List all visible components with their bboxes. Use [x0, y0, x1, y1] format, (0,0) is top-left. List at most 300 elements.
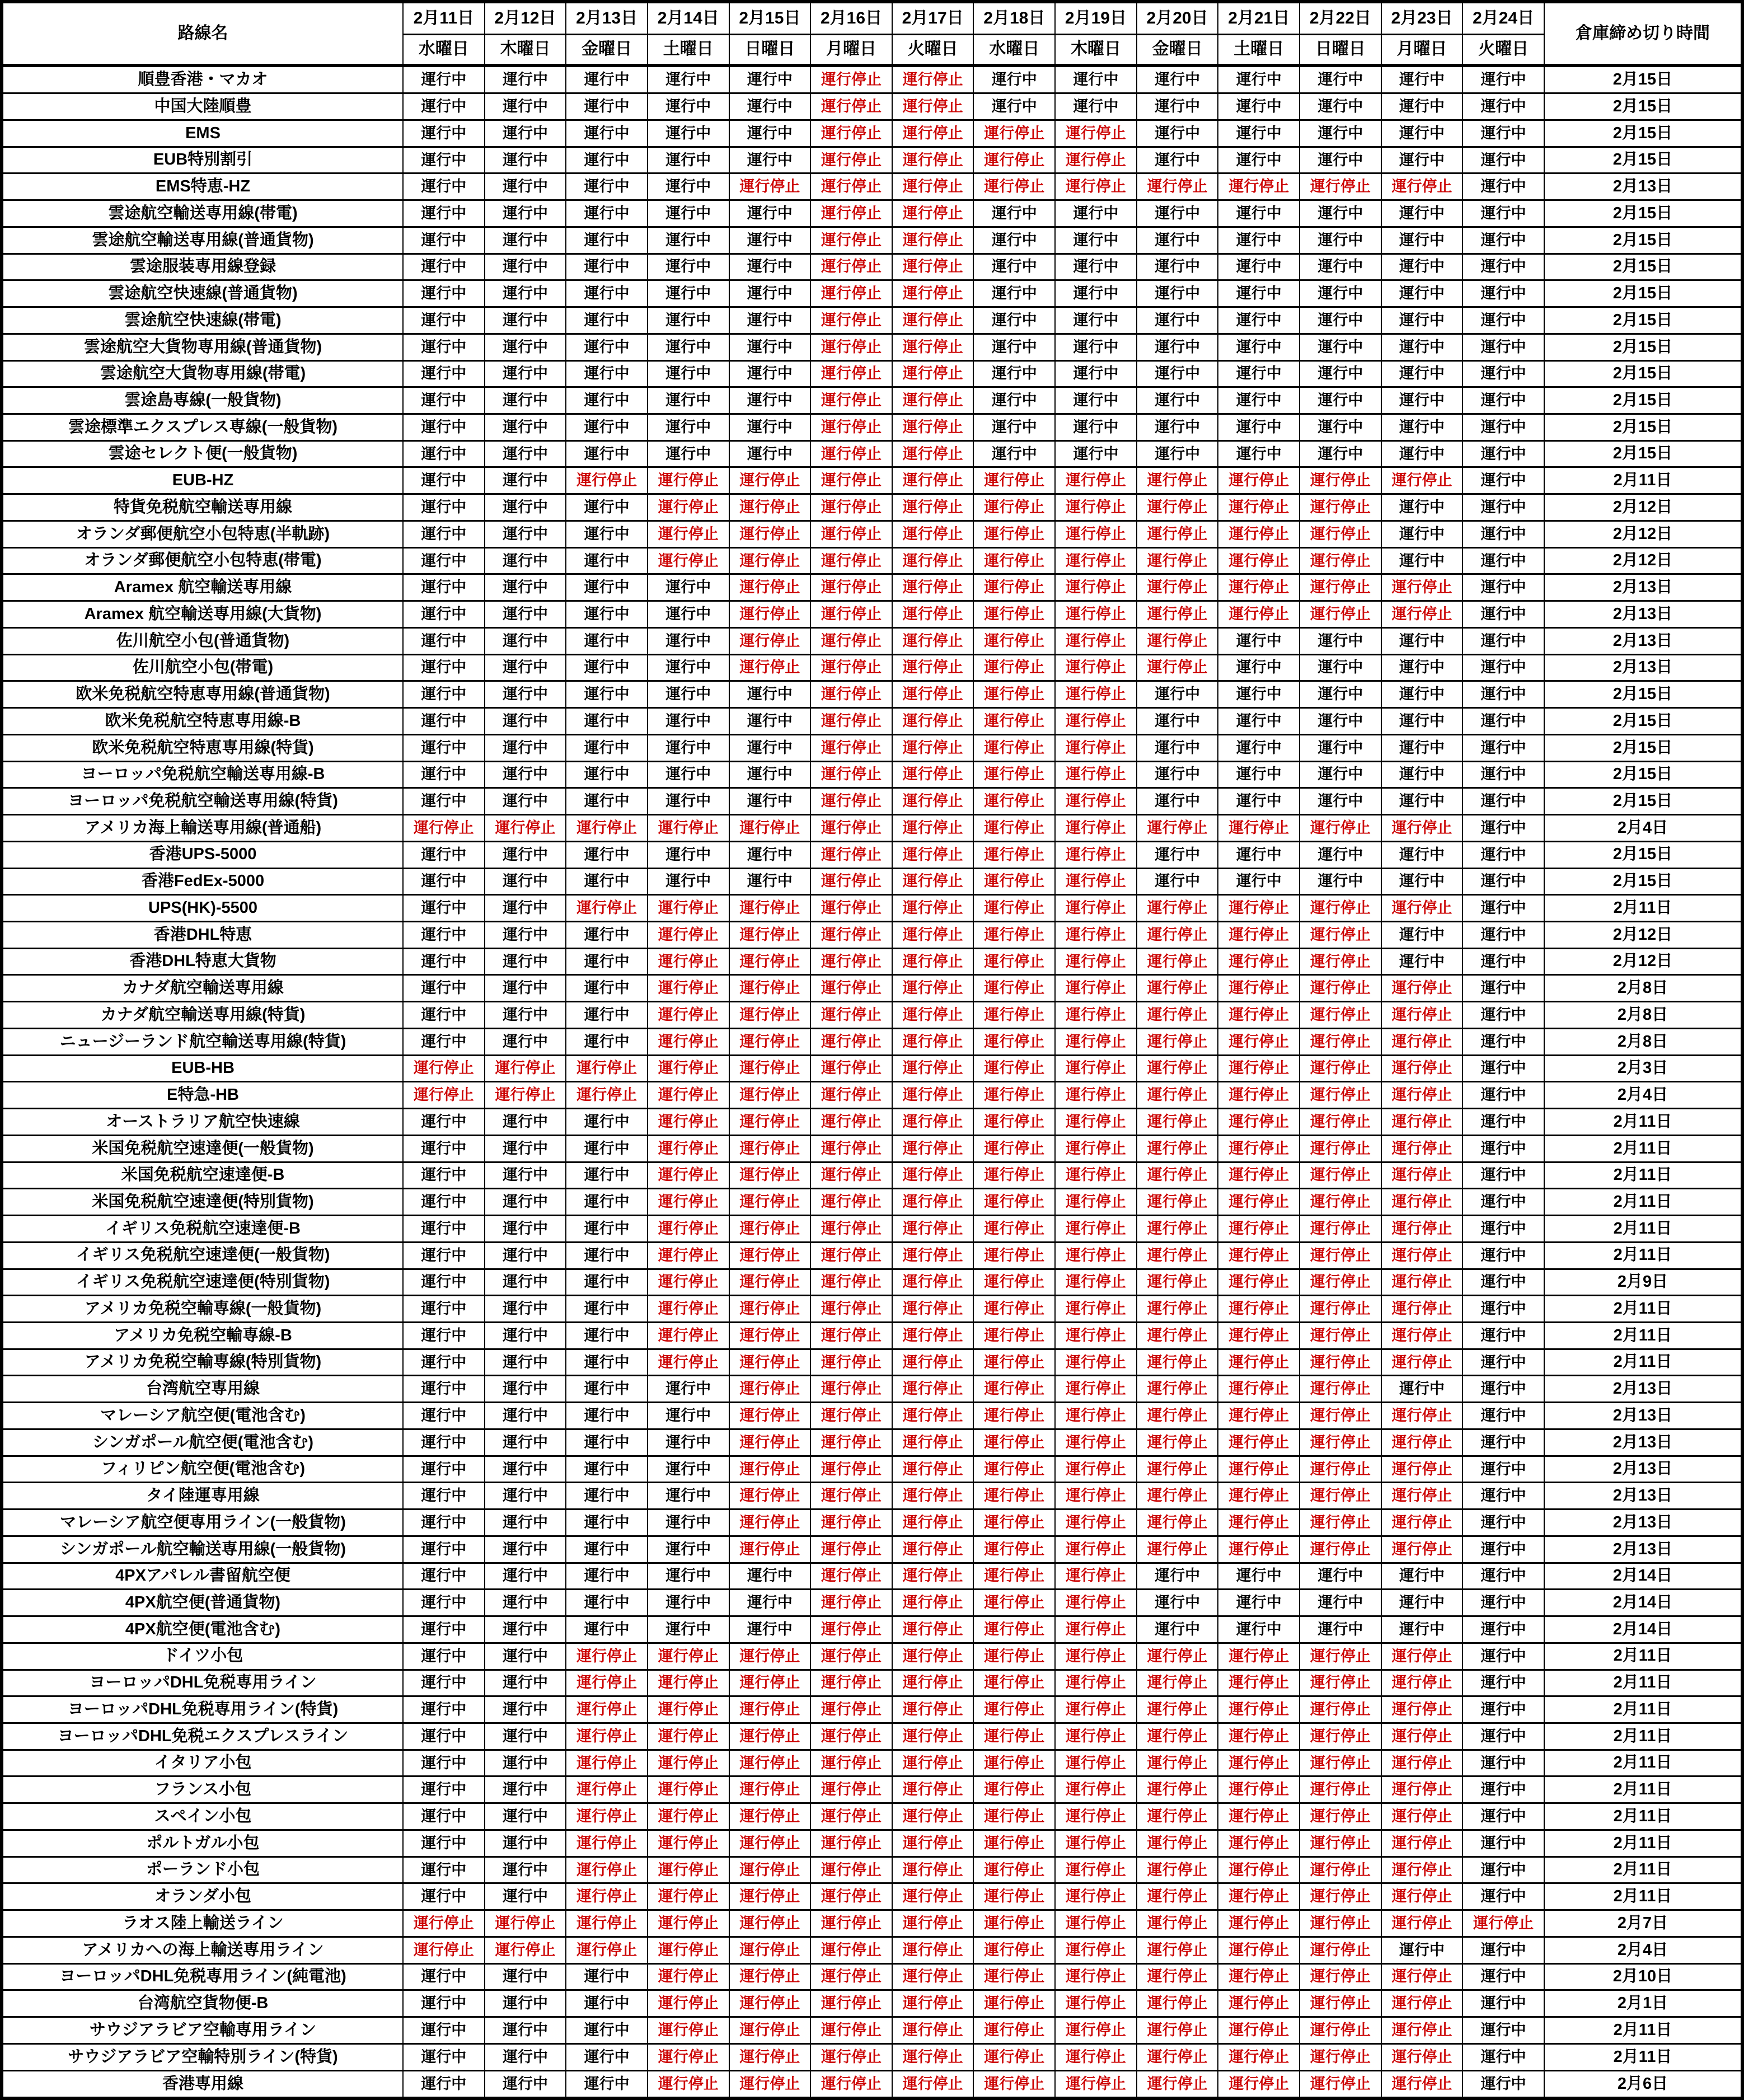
status-cell-stopped: 運行停止 — [973, 1803, 1055, 1830]
status-cell-stopped: 運行停止 — [810, 948, 892, 975]
status-cell-stopped: 運行停止 — [1055, 1403, 1137, 1429]
status-cell-stopped: 運行停止 — [1300, 1082, 1381, 1109]
status-cell-running: 運行中 — [403, 1696, 485, 1723]
status-cell-stopped: 運行停止 — [1381, 1216, 1463, 1243]
status-cell-stopped: 運行停止 — [1300, 574, 1381, 601]
table-row — [2, 1643, 1742, 1670]
status-cell-stopped: 運行停止 — [1218, 1857, 1300, 1883]
table-row — [2, 1590, 1742, 1616]
status-cell-stopped: 運行停止 — [1137, 467, 1218, 494]
status-cell-running: 運行中 — [1137, 93, 1218, 120]
status-cell-stopped: 運行停止 — [1381, 1242, 1463, 1269]
status-cell-stopped: 運行停止 — [1381, 1296, 1463, 1323]
status-cell-stopped: 運行停止 — [648, 1963, 729, 1990]
status-cell-stopped: 運行停止 — [1137, 1002, 1218, 1029]
column-header-weekday: 木曜日 — [1055, 34, 1137, 65]
deadline-cell: 2月15日 — [1544, 147, 1742, 174]
status-cell-running: 運行中 — [485, 387, 566, 414]
status-cell-stopped: 運行停止 — [973, 975, 1055, 1002]
status-cell-running: 運行中 — [1462, 654, 1544, 681]
status-cell-running: 運行中 — [1381, 948, 1463, 975]
status-cell-stopped: 運行停止 — [892, 280, 974, 307]
status-cell-running: 運行中 — [485, 1216, 566, 1243]
status-cell-stopped: 運行停止 — [810, 1403, 892, 1429]
table-row — [2, 1456, 1742, 1483]
table-row — [2, 414, 1742, 441]
status-cell-stopped: 運行停止 — [648, 1349, 729, 1376]
status-cell-stopped: 運行停止 — [892, 1082, 974, 1109]
status-cell-stopped: 運行停止 — [892, 2070, 974, 2098]
status-cell-running: 運行中 — [485, 414, 566, 441]
status-cell-running: 運行中 — [1055, 440, 1137, 467]
route-name-cell: Aramex 航空輸送専用線 — [2, 574, 403, 601]
status-cell-stopped: 運行停止 — [892, 494, 974, 521]
status-cell-stopped: 運行停止 — [810, 307, 892, 334]
status-cell-running: 運行中 — [1462, 1429, 1544, 1456]
status-cell-stopped: 運行停止 — [1218, 601, 1300, 628]
status-cell-stopped: 運行停止 — [810, 895, 892, 922]
status-cell-running: 運行中 — [566, 2017, 648, 2044]
table-row — [2, 1830, 1742, 1857]
status-cell-stopped: 運行停止 — [1381, 1055, 1463, 1082]
table-row — [2, 1670, 1742, 1696]
status-cell-stopped: 運行停止 — [1218, 1536, 1300, 1563]
status-cell-stopped: 運行停止 — [729, 1937, 811, 1963]
status-cell-stopped: 運行停止 — [1218, 1910, 1300, 1937]
deadline-cell: 2月13日 — [1544, 601, 1742, 628]
status-cell-running: 運行中 — [485, 601, 566, 628]
status-cell-stopped: 運行停止 — [566, 467, 648, 494]
status-cell-stopped: 運行停止 — [1137, 574, 1218, 601]
status-cell-running: 運行中 — [566, 414, 648, 441]
status-cell-stopped: 運行停止 — [1055, 547, 1137, 574]
status-cell-stopped: 運行停止 — [729, 1456, 811, 1483]
status-cell-running: 運行中 — [729, 280, 811, 307]
status-cell-stopped: 運行停止 — [1300, 2043, 1381, 2070]
deadline-cell: 2月15日 — [1544, 254, 1742, 280]
status-cell-stopped: 運行停止 — [648, 2043, 729, 2070]
status-cell-running: 運行中 — [1137, 1563, 1218, 1590]
status-cell-stopped: 運行停止 — [1137, 1456, 1218, 1483]
table-row — [2, 254, 1742, 280]
route-name-cell: 順豊香港・マカオ — [2, 65, 403, 93]
table-row — [2, 1376, 1742, 1403]
status-cell-stopped: 運行停止 — [1381, 1750, 1463, 1776]
status-cell-running: 運行中 — [1137, 254, 1218, 280]
column-header-date: 2月17日 — [892, 2, 974, 34]
header-date-row — [2, 2, 1742, 34]
status-cell-running: 運行中 — [648, 227, 729, 254]
status-cell-running: 運行中 — [566, 868, 648, 895]
status-cell-stopped: 運行停止 — [566, 1082, 648, 1109]
status-cell-stopped: 運行停止 — [892, 1616, 974, 1643]
status-cell-running: 運行中 — [648, 93, 729, 120]
status-cell-running: 運行中 — [485, 280, 566, 307]
status-cell-stopped: 運行停止 — [892, 761, 974, 788]
status-cell-stopped: 運行停止 — [1300, 521, 1381, 547]
status-cell-running: 運行中 — [566, 1135, 648, 1162]
status-cell-running: 運行中 — [1381, 627, 1463, 654]
status-cell-stopped: 運行停止 — [1137, 601, 1218, 628]
route-name-cell: E特急-HB — [2, 1082, 403, 1109]
status-cell-running: 運行中 — [1137, 788, 1218, 815]
table-row — [2, 1109, 1742, 1136]
column-header-date: 2月22日 — [1300, 2, 1381, 34]
status-cell-stopped: 運行停止 — [892, 1696, 974, 1723]
deadline-cell: 2月13日 — [1544, 1429, 1742, 1456]
deadline-cell: 2月13日 — [1544, 627, 1742, 654]
status-cell-running: 運行中 — [1462, 307, 1544, 334]
status-cell-stopped: 運行停止 — [1218, 1002, 1300, 1029]
status-cell-running: 運行中 — [485, 1429, 566, 1456]
status-cell-running: 運行中 — [485, 1670, 566, 1696]
deadline-cell: 2月15日 — [1544, 334, 1742, 360]
status-cell-running: 運行中 — [729, 93, 811, 120]
status-cell-running: 運行中 — [1381, 387, 1463, 414]
status-cell-running: 運行中 — [403, 895, 485, 922]
status-cell-stopped: 運行停止 — [892, 360, 974, 387]
status-cell-stopped: 運行停止 — [1381, 1883, 1463, 1910]
route-name-cell: シンガポール航空便(電池含む) — [2, 1429, 403, 1456]
status-cell-running: 運行中 — [403, 1456, 485, 1483]
status-cell-stopped: 運行停止 — [973, 654, 1055, 681]
status-cell-running: 運行中 — [1462, 1216, 1544, 1243]
status-cell-stopped: 運行停止 — [1218, 494, 1300, 521]
column-header-date: 2月20日 — [1137, 2, 1218, 34]
column-header-weekday: 金曜日 — [566, 34, 648, 65]
status-cell-stopped: 運行停止 — [729, 1643, 811, 1670]
status-cell-running: 運行中 — [485, 65, 566, 93]
status-cell-stopped: 運行停止 — [892, 1349, 974, 1376]
status-cell-running: 運行中 — [1137, 307, 1218, 334]
deadline-cell: 2月11日 — [1544, 1322, 1742, 1349]
status-cell-running: 運行中 — [485, 1990, 566, 2017]
status-cell-stopped: 運行停止 — [1218, 1269, 1300, 1296]
status-cell-stopped: 運行停止 — [810, 1456, 892, 1483]
deadline-cell: 2月12日 — [1544, 547, 1742, 574]
route-name-cell: 4PXアパレル書留航空便 — [2, 1563, 403, 1590]
status-cell-stopped: 運行停止 — [1300, 921, 1381, 948]
status-cell-stopped: 運行停止 — [973, 1456, 1055, 1483]
column-header-weekday: 月曜日 — [1381, 34, 1463, 65]
status-cell-running: 運行中 — [403, 1616, 485, 1643]
table-row — [2, 200, 1742, 227]
status-cell-running: 運行中 — [1137, 200, 1218, 227]
status-cell-running: 運行中 — [485, 93, 566, 120]
status-cell-stopped: 運行停止 — [810, 1670, 892, 1696]
status-cell-running: 運行中 — [485, 1296, 566, 1323]
status-cell-stopped: 運行停止 — [810, 547, 892, 574]
deadline-cell: 2月15日 — [1544, 387, 1742, 414]
status-cell-stopped: 運行停止 — [648, 1696, 729, 1723]
route-name-cell: 雲途航空大貨物専用線(普通貨物) — [2, 334, 403, 360]
status-cell-running: 運行中 — [1462, 1616, 1544, 1643]
table-row — [2, 2043, 1742, 2070]
status-cell-stopped: 運行停止 — [973, 1723, 1055, 1750]
status-cell-stopped: 運行停止 — [1218, 1055, 1300, 1082]
status-cell-running: 運行中 — [485, 868, 566, 895]
status-cell-stopped: 運行停止 — [1137, 1830, 1218, 1857]
status-cell-stopped: 運行停止 — [810, 761, 892, 788]
status-cell-stopped: 運行停止 — [892, 547, 974, 574]
route-name-cell: ヨーロッパ免税航空輸送専用線(特貨) — [2, 788, 403, 815]
status-cell-running: 運行中 — [566, 1536, 648, 1563]
status-cell-running: 運行中 — [566, 120, 648, 147]
status-cell-running: 運行中 — [566, 1990, 648, 2017]
status-cell-stopped: 運行停止 — [1300, 1028, 1381, 1055]
status-cell-stopped: 運行停止 — [810, 1510, 892, 1536]
deadline-cell: 2月13日 — [1544, 654, 1742, 681]
status-cell-running: 運行中 — [1218, 93, 1300, 120]
status-cell-stopped: 運行停止 — [403, 1082, 485, 1109]
status-cell-running: 運行中 — [566, 254, 648, 280]
status-cell-running: 運行中 — [485, 574, 566, 601]
status-cell-running: 運行中 — [403, 93, 485, 120]
status-cell-stopped: 運行停止 — [1300, 1910, 1381, 1937]
table-row — [2, 1189, 1742, 1216]
column-header-date: 2月12日 — [485, 2, 566, 34]
status-cell-running: 運行中 — [1462, 1696, 1544, 1723]
status-cell-stopped: 運行停止 — [729, 1403, 811, 1429]
status-cell-running: 運行中 — [566, 227, 648, 254]
route-name-cell: EMS特恵-HZ — [2, 174, 403, 200]
status-cell-running: 運行中 — [648, 65, 729, 93]
status-cell-running: 運行中 — [1218, 147, 1300, 174]
status-cell-stopped: 運行停止 — [892, 387, 974, 414]
status-cell-stopped: 運行停止 — [648, 1109, 729, 1136]
status-cell-running: 運行中 — [1137, 414, 1218, 441]
status-cell-stopped: 運行停止 — [810, 521, 892, 547]
status-cell-running: 運行中 — [648, 200, 729, 227]
route-name-cell: 香港専用線 — [2, 2070, 403, 2098]
route-name-cell: 台湾航空貨物便-B — [2, 1990, 403, 2017]
status-cell-stopped: 運行停止 — [1055, 601, 1137, 628]
status-cell-running: 運行中 — [1300, 868, 1381, 895]
status-cell-running: 運行中 — [566, 574, 648, 601]
status-cell-running: 運行中 — [1218, 120, 1300, 147]
status-cell-running: 運行中 — [403, 280, 485, 307]
status-cell-stopped: 運行停止 — [810, 975, 892, 1002]
status-cell-running: 運行中 — [1462, 1349, 1544, 1376]
status-cell-running: 運行中 — [485, 708, 566, 735]
status-cell-stopped: 運行停止 — [1218, 895, 1300, 922]
status-cell-stopped: 運行停止 — [892, 1429, 974, 1456]
status-cell-running: 運行中 — [403, 120, 485, 147]
status-cell-stopped: 運行停止 — [729, 1002, 811, 1029]
table-row — [2, 948, 1742, 975]
route-name-cell: カナダ航空輸送専用線 — [2, 975, 403, 1002]
status-cell-running: 運行中 — [1300, 414, 1381, 441]
status-cell-running: 運行中 — [1462, 65, 1544, 93]
status-cell-stopped: 運行停止 — [1300, 2017, 1381, 2044]
status-cell-stopped: 運行停止 — [648, 1322, 729, 1349]
status-cell-stopped: 運行停止 — [729, 1376, 811, 1403]
status-cell-stopped: 運行停止 — [1137, 1536, 1218, 1563]
status-cell-running: 運行中 — [1462, 227, 1544, 254]
status-cell-running: 運行中 — [729, 440, 811, 467]
deadline-cell: 2月15日 — [1544, 200, 1742, 227]
deadline-cell: 2月11日 — [1544, 1883, 1742, 1910]
status-cell-running: 運行中 — [648, 681, 729, 708]
deadline-cell: 2月3日 — [1544, 1055, 1742, 1082]
deadline-cell: 2月6日 — [1544, 2070, 1742, 2098]
status-cell-stopped: 運行停止 — [1300, 1670, 1381, 1696]
status-cell-stopped: 運行停止 — [892, 1643, 974, 1670]
status-cell-running: 運行中 — [1381, 227, 1463, 254]
status-cell-running: 運行中 — [1218, 761, 1300, 788]
status-cell-running: 運行中 — [1300, 681, 1381, 708]
table-row — [2, 681, 1742, 708]
status-cell-running: 運行中 — [729, 734, 811, 761]
route-name-cell: 香港UPS-5000 — [2, 841, 403, 868]
status-cell-stopped: 運行停止 — [1137, 1028, 1218, 1055]
status-cell-stopped: 運行停止 — [1300, 1750, 1381, 1776]
status-cell-stopped: 運行停止 — [1055, 1536, 1137, 1563]
deadline-cell: 2月13日 — [1544, 574, 1742, 601]
status-cell-running: 運行中 — [973, 414, 1055, 441]
status-cell-stopped: 運行停止 — [1218, 1750, 1300, 1776]
deadline-cell: 2月8日 — [1544, 975, 1742, 1002]
status-cell-stopped: 運行停止 — [1055, 467, 1137, 494]
status-cell-stopped: 運行停止 — [973, 1028, 1055, 1055]
status-cell-running: 運行中 — [566, 708, 648, 735]
status-cell-stopped: 運行停止 — [1137, 1296, 1218, 1323]
status-cell-stopped: 運行停止 — [973, 1883, 1055, 1910]
status-cell-stopped: 運行停止 — [1381, 815, 1463, 842]
status-cell-stopped: 運行停止 — [1055, 1028, 1137, 1055]
status-cell-stopped: 運行停止 — [1055, 788, 1137, 815]
status-cell-running: 運行中 — [648, 1616, 729, 1643]
status-cell-stopped: 運行停止 — [973, 921, 1055, 948]
route-name-cell: ヨーロッパDHL免税エクスプレスライン — [2, 1723, 403, 1750]
status-cell-running: 運行中 — [566, 334, 648, 360]
status-cell-running: 運行中 — [403, 440, 485, 467]
deadline-cell: 2月4日 — [1544, 1937, 1742, 1963]
status-cell-running: 運行中 — [1381, 1376, 1463, 1403]
status-cell-running: 運行中 — [566, 948, 648, 975]
route-name-cell: アメリカ免税空輸専線-B — [2, 1322, 403, 1349]
status-cell-stopped: 運行停止 — [1055, 1696, 1137, 1723]
status-cell-running: 運行中 — [1218, 387, 1300, 414]
status-cell-running: 運行中 — [1462, 1028, 1544, 1055]
status-cell-running: 運行中 — [1381, 280, 1463, 307]
status-cell-stopped: 運行停止 — [648, 1216, 729, 1243]
status-cell-stopped: 運行停止 — [403, 1055, 485, 1082]
table-row — [2, 387, 1742, 414]
status-cell-stopped: 運行停止 — [973, 1002, 1055, 1029]
status-cell-running: 運行中 — [1462, 1055, 1544, 1082]
status-cell-running: 運行中 — [1462, 521, 1544, 547]
status-cell-stopped: 運行停止 — [973, 868, 1055, 895]
status-cell-running: 運行中 — [485, 1696, 566, 1723]
status-cell-stopped: 運行停止 — [810, 1189, 892, 1216]
status-cell-stopped: 運行停止 — [973, 1963, 1055, 1990]
status-cell-stopped: 運行停止 — [566, 1803, 648, 1830]
status-cell-running: 運行中 — [1462, 815, 1544, 842]
status-cell-stopped: 運行停止 — [1381, 1109, 1463, 1136]
status-cell-running: 運行中 — [729, 227, 811, 254]
status-cell-stopped: 運行停止 — [973, 761, 1055, 788]
status-cell-stopped: 運行停止 — [403, 1910, 485, 1937]
route-name-cell: オランダ郵便航空小包特恵(帯電) — [2, 547, 403, 574]
status-cell-stopped: 運行停止 — [1055, 1082, 1137, 1109]
status-cell-stopped: 運行停止 — [1300, 1322, 1381, 1349]
status-cell-stopped: 運行停止 — [729, 1803, 811, 1830]
status-cell-running: 運行中 — [1218, 627, 1300, 654]
route-name-cell: フランス小包 — [2, 1776, 403, 1803]
status-cell-stopped: 運行停止 — [648, 815, 729, 842]
status-cell-stopped: 運行停止 — [648, 1910, 729, 1937]
status-cell-stopped: 運行停止 — [729, 2017, 811, 2044]
status-cell-stopped: 運行停止 — [892, 120, 974, 147]
status-cell-stopped: 運行停止 — [1137, 547, 1218, 574]
status-cell-running: 運行中 — [648, 174, 729, 200]
status-cell-running: 運行中 — [1300, 227, 1381, 254]
status-cell-stopped: 運行停止 — [648, 1670, 729, 1696]
deadline-cell: 2月12日 — [1544, 921, 1742, 948]
status-cell-stopped: 運行停止 — [1218, 521, 1300, 547]
status-cell-stopped: 運行停止 — [810, 1082, 892, 1109]
status-cell-running: 運行中 — [403, 1216, 485, 1243]
status-cell-running: 運行中 — [403, 1376, 485, 1403]
status-cell-stopped: 運行停止 — [892, 93, 974, 120]
status-cell-stopped: 運行停止 — [1300, 895, 1381, 922]
status-cell-running: 運行中 — [1055, 414, 1137, 441]
status-cell-stopped: 運行停止 — [1300, 1643, 1381, 1670]
table-row — [2, 1696, 1742, 1723]
status-cell-stopped: 運行停止 — [810, 174, 892, 200]
status-cell-stopped: 運行停止 — [1055, 1857, 1137, 1883]
status-cell-running: 運行中 — [566, 654, 648, 681]
status-cell-stopped: 運行停止 — [892, 334, 974, 360]
status-cell-running: 運行中 — [403, 734, 485, 761]
route-name-cell: イタリア小包 — [2, 1750, 403, 1776]
table-row — [2, 1216, 1742, 1243]
status-cell-stopped: 運行停止 — [1300, 1242, 1381, 1269]
status-cell-running: 運行中 — [1462, 1403, 1544, 1429]
route-name-cell: ヨーロッパDHL免税専用ライン — [2, 1670, 403, 1696]
deadline-cell: 2月13日 — [1544, 174, 1742, 200]
status-cell-stopped: 運行停止 — [1300, 494, 1381, 521]
status-cell-running: 運行中 — [1462, 1322, 1544, 1349]
status-cell-running: 運行中 — [1300, 387, 1381, 414]
status-cell-stopped: 運行停止 — [1381, 1269, 1463, 1296]
status-cell-stopped: 運行停止 — [810, 921, 892, 948]
deadline-cell: 2月15日 — [1544, 93, 1742, 120]
status-cell-stopped: 運行停止 — [810, 574, 892, 601]
status-cell-stopped: 運行停止 — [892, 975, 974, 1002]
status-cell-stopped: 運行停止 — [1137, 654, 1218, 681]
status-cell-stopped: 運行停止 — [1137, 1990, 1218, 2017]
status-cell-running: 運行中 — [403, 1670, 485, 1696]
status-cell-stopped: 運行停止 — [892, 681, 974, 708]
status-cell-running: 運行中 — [1137, 147, 1218, 174]
status-cell-stopped: 運行停止 — [973, 815, 1055, 842]
status-cell-stopped: 運行停止 — [729, 1135, 811, 1162]
status-cell-stopped: 運行停止 — [648, 547, 729, 574]
status-cell-stopped: 運行停止 — [973, 547, 1055, 574]
status-cell-stopped: 運行停止 — [1055, 2043, 1137, 2070]
deadline-cell: 2月13日 — [1544, 1536, 1742, 1563]
status-cell-running: 運行中 — [648, 280, 729, 307]
status-cell-stopped: 運行停止 — [729, 1242, 811, 1269]
status-cell-running: 運行中 — [1218, 280, 1300, 307]
status-cell-running: 運行中 — [1300, 788, 1381, 815]
status-cell-stopped: 運行停止 — [648, 1643, 729, 1670]
status-cell-stopped: 運行停止 — [973, 1296, 1055, 1323]
status-cell-stopped: 運行停止 — [1137, 627, 1218, 654]
status-cell-stopped: 運行停止 — [973, 1830, 1055, 1857]
